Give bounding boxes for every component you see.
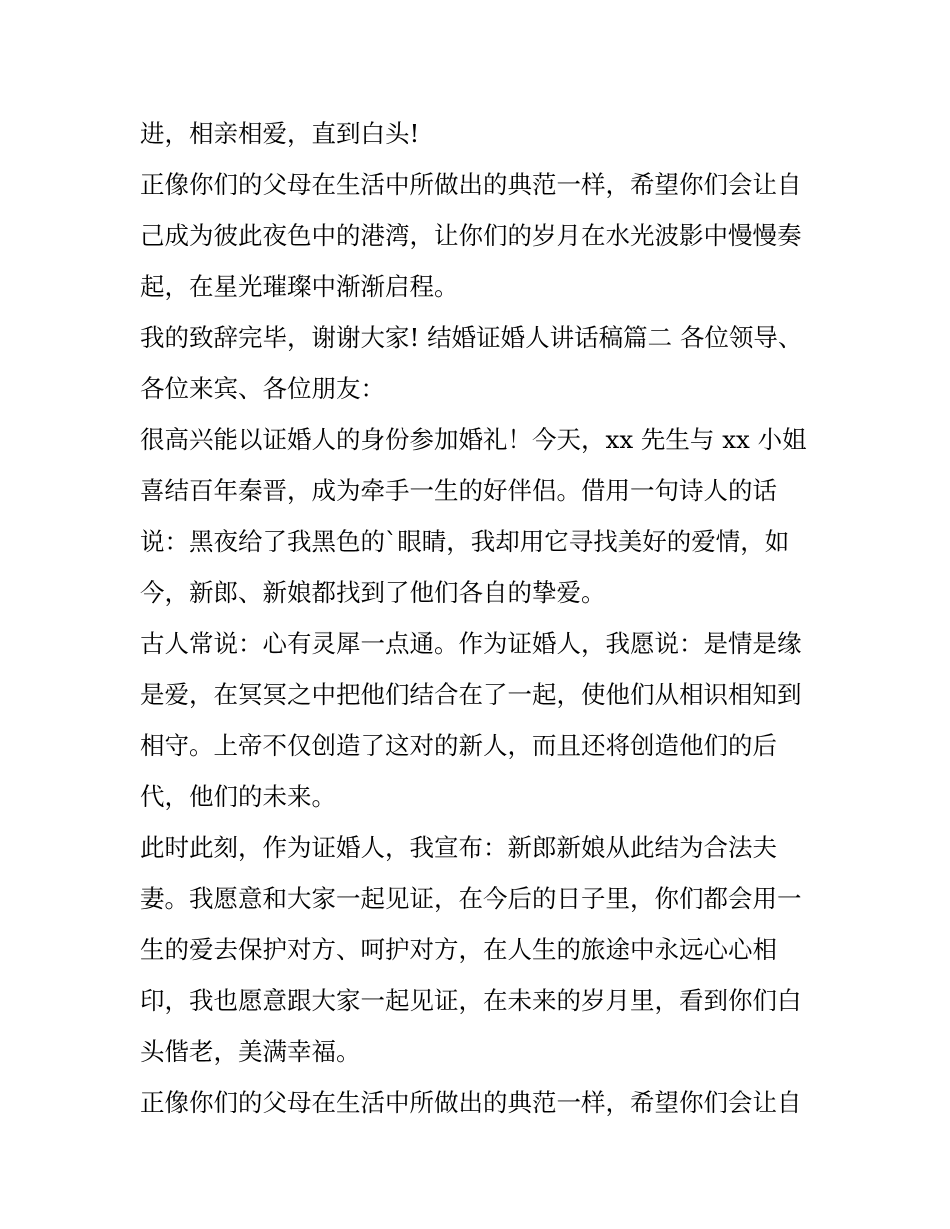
text-line: 起，在星光璀璨中渐渐启程。 (140, 272, 459, 301)
text-line: 正像你们的父母在生活中所做出的典范一样，希望你们会让自 (140, 1088, 802, 1117)
text-line: 进，相亲相爱，直到白头! (140, 119, 420, 148)
text-line: 己成为彼此夜色中的港湾，让你们的岁月在水光波影中慢慢奏 (140, 221, 802, 250)
text-line: 喜结百年秦晋，成为牵手一生的好伴侣。借用一句诗人的话 (140, 476, 777, 505)
text-line: 印，我也愿意跟大家一起见证，在未来的岁月里，看到你们白 (140, 986, 802, 1015)
document-body (140, 108, 820, 1128)
text-line: 各位来宾、各位朋友： (140, 374, 385, 403)
text-line: 古人常说：心有灵犀一点通。作为证婚人，我愿说：是情是缘 (140, 629, 802, 658)
text-line: 代，他们的未来。 (140, 782, 336, 811)
text-line: 此时此刻，作为证婚人，我宣布：新郎新娘从此结为合法夫 (140, 833, 777, 862)
text-line: 相守。上帝不仅创造了这对的新人，而且还将创造他们的后 (140, 731, 777, 760)
text-line: 说：黑夜给了我黑色的`眼睛，我却用它寻找美好的爱情，如 (140, 527, 790, 556)
text-line: 头偕老，美满幸福。 (140, 1037, 361, 1066)
text-line: 正像你们的父母在生活中所做出的典范一样，希望你们会让自 (140, 170, 802, 199)
text-line: 是爱，在冥冥之中把他们结合在了一起，使他们从相识相知到 (140, 680, 802, 709)
text-line: 很高兴能以证婚人的身份参加婚礼！今天，xx 先生与 xx 小姐 (140, 425, 807, 454)
text-line: 妻。我愿意和大家一起见证，在今后的日子里，你们都会用一 (140, 884, 802, 913)
text-line: 我的致辞完毕，谢谢大家! 结婚证婚人讲话稿篇二 各位领导、 (140, 323, 803, 352)
text-line: 生的爱去保护对方、呵护对方，在人生的旅途中永远心心相 (140, 935, 777, 964)
text-line: 今，新郎、新娘都找到了他们各自的挚爱。 (140, 578, 606, 607)
